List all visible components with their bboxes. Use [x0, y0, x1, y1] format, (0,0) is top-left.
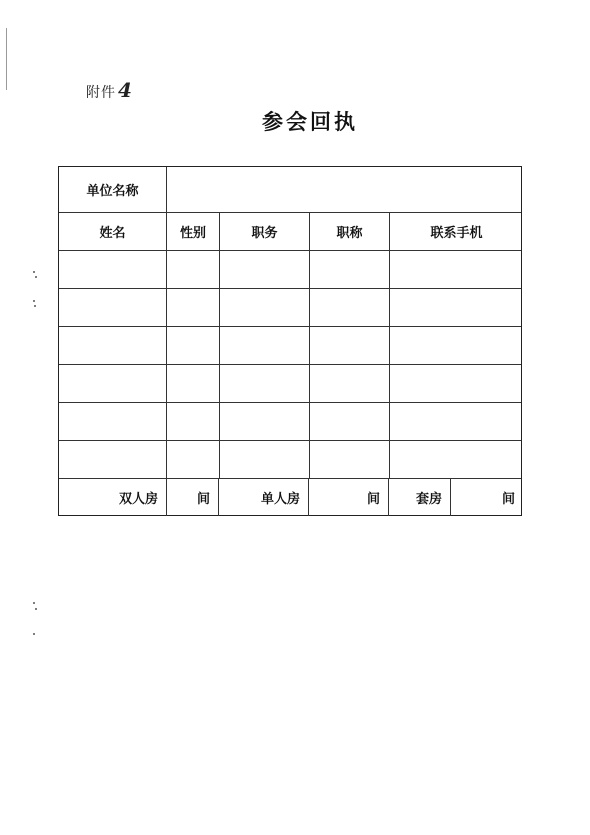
- cell-position[interactable]: [220, 251, 310, 288]
- attachment-text: 附件: [86, 85, 116, 101]
- cell-title[interactable]: [310, 327, 390, 364]
- cell-name[interactable]: [59, 403, 167, 440]
- scan-speck: [33, 271, 35, 273]
- table-row: [59, 365, 521, 403]
- scan-speck: [34, 305, 36, 307]
- cell-gender[interactable]: [167, 251, 220, 288]
- unit-name-field[interactable]: [167, 167, 523, 212]
- scan-speck: [33, 300, 35, 302]
- scan-speck: [33, 633, 35, 635]
- scan-speck: [33, 602, 35, 604]
- attachment-label: [86, 78, 132, 102]
- room-row: [59, 479, 521, 516]
- cell-name[interactable]: [59, 289, 167, 326]
- table-row: [59, 289, 521, 327]
- cell-mobile[interactable]: [390, 441, 523, 478]
- cell-mobile[interactable]: [390, 327, 523, 364]
- cell-name[interactable]: [59, 365, 167, 402]
- single-room-label: 单人房: [219, 479, 309, 516]
- cell-gender[interactable]: [167, 289, 220, 326]
- cell-gender[interactable]: [167, 365, 220, 402]
- cell-gender[interactable]: [167, 403, 220, 440]
- table-row: [59, 251, 521, 289]
- header-title: 职称: [310, 213, 390, 250]
- unit-row: [59, 167, 521, 213]
- double-room-label: 双人房: [59, 479, 167, 516]
- scan-speck: [35, 608, 37, 610]
- attachment-number: 4: [118, 78, 132, 102]
- single-room-count[interactable]: 间: [309, 479, 389, 516]
- cell-position[interactable]: [220, 365, 310, 402]
- cell-title[interactable]: [310, 289, 390, 326]
- cell-position[interactable]: [220, 327, 310, 364]
- cell-position[interactable]: [220, 441, 310, 478]
- header-gender: 性别: [167, 213, 220, 250]
- cell-position[interactable]: [220, 403, 310, 440]
- scan-speck: [35, 276, 37, 278]
- suite-label: 套房: [389, 479, 451, 516]
- table-row: [59, 441, 521, 479]
- cell-title[interactable]: [310, 251, 390, 288]
- cell-mobile[interactable]: [390, 251, 523, 288]
- cell-mobile[interactable]: [390, 365, 523, 402]
- cell-mobile[interactable]: [390, 403, 523, 440]
- suite-count[interactable]: 间: [501, 492, 515, 507]
- cell-title[interactable]: [310, 365, 390, 402]
- cell-gender[interactable]: [167, 441, 220, 478]
- cell-title[interactable]: [310, 403, 390, 440]
- cell-position[interactable]: [220, 289, 310, 326]
- cell-name[interactable]: [59, 327, 167, 364]
- cell-gender[interactable]: [167, 327, 220, 364]
- double-room-count[interactable]: 间: [167, 479, 219, 516]
- cell-mobile[interactable]: [390, 289, 523, 326]
- scan-edge-line: [6, 28, 7, 90]
- cell-name[interactable]: [59, 251, 167, 288]
- page-title: 参会回执: [262, 109, 358, 134]
- registration-form-table: [58, 166, 522, 516]
- cell-name[interactable]: [59, 441, 167, 478]
- header-name: 姓名: [59, 213, 167, 250]
- table-row: [59, 403, 521, 441]
- header-row: [59, 213, 521, 251]
- table-row: [59, 327, 521, 365]
- header-position: 职务: [220, 213, 310, 250]
- cell-title[interactable]: [310, 441, 390, 478]
- header-mobile: 联系手机: [430, 226, 483, 241]
- unit-name-label: 单位名称: [59, 167, 167, 212]
